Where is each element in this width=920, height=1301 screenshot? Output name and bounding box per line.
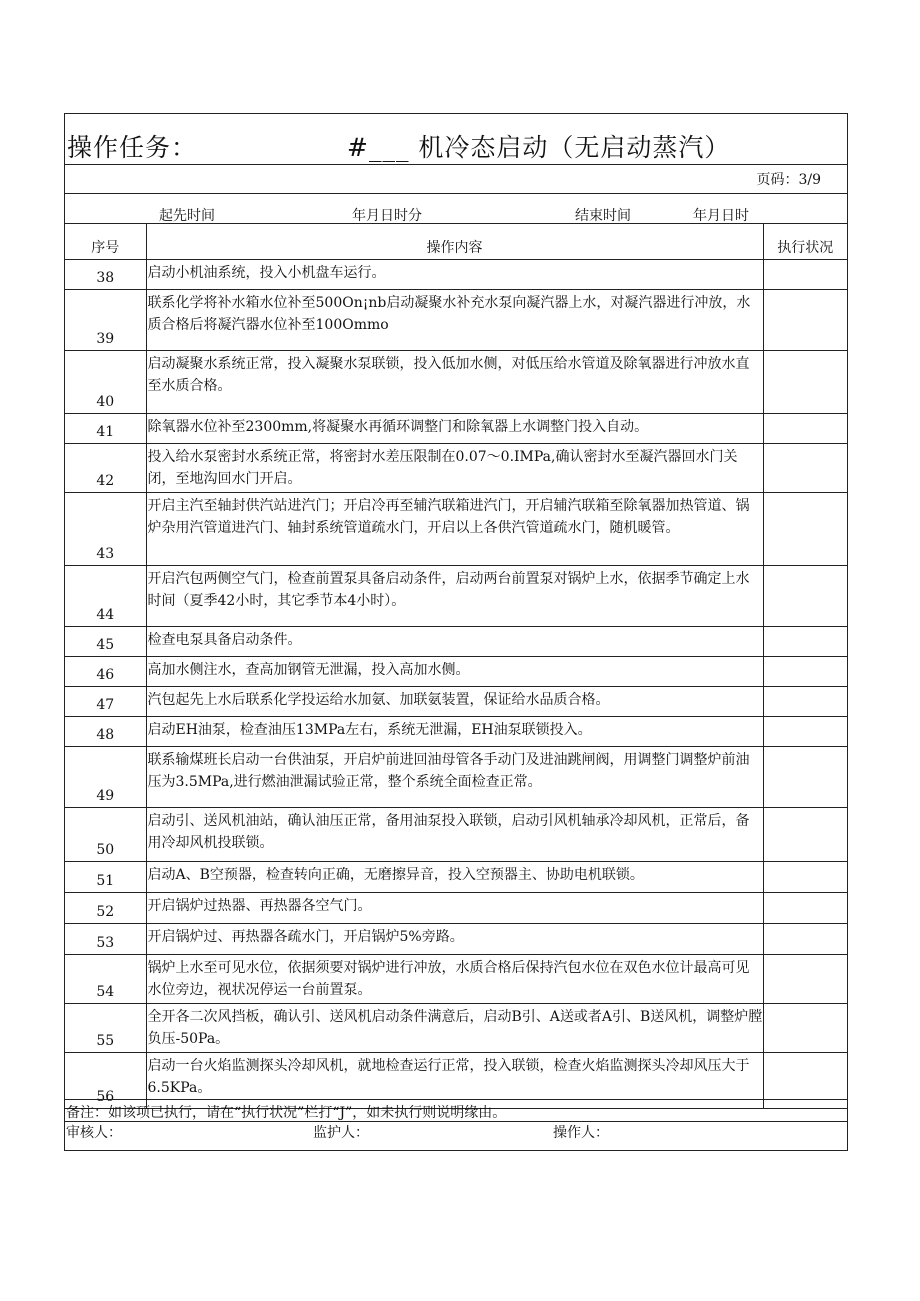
row-content: 除氧器水位补至2300mm,将凝聚水再循环调整门和除氧器上水调整门投入自动。 xyxy=(146,414,763,444)
row-content: 联系化学将补水箱水位补至500On¡nb启动凝聚水补充水泵向凝汽器上水，对凝汽器进行冲放，水质合格后将凝汽器水位补至100Ommo xyxy=(146,290,763,351)
row-number: 40 xyxy=(65,351,146,414)
row-status-cell[interactable] xyxy=(763,260,847,290)
row-content: 开启锅炉过、再热器各疏水门，开启锅炉5%旁路。 xyxy=(146,924,763,955)
row-status-cell[interactable] xyxy=(763,414,847,444)
row-number: 46 xyxy=(65,657,146,687)
row-number: 39 xyxy=(65,290,146,351)
row-content: 开启主汽至轴封供汽站进汽门；开启冷再至辅汽联箱进汽门，开启辅汽联箱至除氧器加热管道、锅炉杂用汽管道进汽门、轴封系统管道疏水门，开启以上各供汽管道疏水门，随机暖管。 xyxy=(146,493,763,566)
row-status-cell[interactable] xyxy=(763,566,847,627)
table-row xyxy=(65,955,847,1004)
end-time-value: 年月日时 xyxy=(693,208,749,224)
title-row xyxy=(65,114,847,165)
row-status-cell[interactable] xyxy=(763,290,847,351)
row-content: 汽包起先上水后联系化学投运给水加氨、加联氨装置，保证给水品质合格。 xyxy=(146,687,763,717)
reviewer-label: 审核人： xyxy=(66,1125,122,1141)
row-number: 42 xyxy=(65,444,146,493)
row-number: 44 xyxy=(65,566,146,627)
page-number-row xyxy=(65,164,847,194)
table-row xyxy=(65,351,847,414)
row-number: 55 xyxy=(65,1004,146,1053)
row-number: 54 xyxy=(65,955,146,1004)
column-header-content: 操作内容 xyxy=(146,224,763,260)
row-content: 开启锅炉过热器、再热器各空气门。 xyxy=(146,893,763,924)
time-row xyxy=(65,193,847,223)
row-number: 41 xyxy=(65,414,146,444)
task-label: 操作任务： xyxy=(67,133,198,162)
row-number: 56 xyxy=(65,1053,146,1109)
row-number: 48 xyxy=(65,717,146,747)
row-status-cell[interactable] xyxy=(763,924,847,955)
column-header-status: 执行状况 xyxy=(763,224,847,260)
table-row xyxy=(65,566,847,627)
row-number: 43 xyxy=(65,493,146,566)
table-row xyxy=(65,627,847,657)
row-content: 锅炉上水至可见水位，依据须要对锅炉进行冲放，水质合格后保持汽包水位在双色水位计最高可见水位旁边，视状况停运一台前置泵。 xyxy=(146,955,763,1004)
signature-row xyxy=(65,1121,847,1150)
row-status-cell[interactable] xyxy=(763,493,847,566)
supervisor-label: 监护人： xyxy=(313,1125,369,1141)
table-row xyxy=(65,260,847,290)
row-number: 50 xyxy=(65,808,146,862)
row-status-cell[interactable] xyxy=(763,351,847,414)
start-time-value: 年月日时分 xyxy=(352,208,422,224)
table-row xyxy=(65,893,847,924)
row-number: 38 xyxy=(65,260,146,290)
table-row xyxy=(65,808,847,862)
row-status-cell[interactable] xyxy=(763,747,847,808)
row-status-cell[interactable] xyxy=(763,893,847,924)
row-content: 联系输煤班长启动一台供油泵，开启炉前进回油母管各手动门及进油跳闸阀，用调整门调整炉前油压为3.5MPa,进行燃油泄漏试验正常，整个系统全面检查正常。 xyxy=(146,747,763,808)
row-status-cell[interactable] xyxy=(763,444,847,493)
table-row xyxy=(65,657,847,687)
table-row xyxy=(65,717,847,747)
table-row xyxy=(65,1004,847,1053)
end-time-label: 结束时间 xyxy=(575,208,631,224)
row-content: 全开各二次风挡板，确认引、送风机启动条件满意后，启动B引、A送或者A引、B送风机，调整炉膛负压-50Pa。 xyxy=(146,1004,763,1053)
row-content: 启动A、B空预器，检查转向正确，无磨擦异音，投入空预器主、协助电机联锁。 xyxy=(146,862,763,893)
row-content: 检查电泵具备启动条件。 xyxy=(146,627,763,657)
row-content: 启动小机油系统，投入小机盘车运行。 xyxy=(146,260,763,290)
operation-ticket-sheet xyxy=(64,113,848,1151)
row-number: 47 xyxy=(65,687,146,717)
page-title: #___ 机冷态启动（无启动蒸汽） xyxy=(347,133,731,162)
table-row xyxy=(65,444,847,493)
row-status-cell[interactable] xyxy=(763,717,847,747)
row-number: 51 xyxy=(65,862,146,893)
page-number: 页码：3/9 xyxy=(756,172,821,188)
row-content: 投入给水泵密封水系统正常，将密封水差压限制在0.07～0.IMPa,确认密封水至凝汽器回水门关闭，至地沟回水门开启。 xyxy=(146,444,763,493)
operator-label: 操作人： xyxy=(553,1125,609,1141)
row-status-cell[interactable] xyxy=(763,808,847,862)
column-header-no: 序号 xyxy=(65,224,146,260)
table-row xyxy=(65,747,847,808)
row-content: 启动凝聚水系统正常，投入凝聚水泵联锁，投入低加水侧，对低压给水管道及除氧器进行冲放水直至水质合格。 xyxy=(146,351,763,414)
row-content: 启动一台火焰监测探头冷却风机，就地检查运行正常，投入联锁，检查火焰监测探头冷却风压大于6.5KPa。 xyxy=(146,1053,763,1109)
row-status-cell[interactable] xyxy=(763,627,847,657)
table-header-row xyxy=(65,224,847,260)
table-row xyxy=(65,924,847,955)
row-status-cell[interactable] xyxy=(763,955,847,1004)
table-row xyxy=(65,687,847,717)
row-content: 高加水侧注水，查高加钢管无泄漏，投入高加水侧。 xyxy=(146,657,763,687)
operation-table xyxy=(65,223,847,1109)
row-content: 开启汽包两侧空气门，检查前置泵具备启动条件，启动两台前置泵对锅炉上水，依据季节确定上水时间（夏季42小时，其它季节本4小时）。 xyxy=(146,566,763,627)
table-row xyxy=(65,493,847,566)
table-row xyxy=(65,414,847,444)
table-row xyxy=(65,290,847,351)
row-status-cell[interactable] xyxy=(763,657,847,687)
row-content: 启动EH油泵，检查油压13MPa左右，系统无泄漏，EH油泵联锁投入。 xyxy=(146,717,763,747)
row-number: 49 xyxy=(65,747,146,808)
row-content: 启动引、送风机油站，确认油压正常，备用油泵投入联锁，启动引风机轴承冷却风机，正常后，备用冷却风机投联锁。 xyxy=(146,808,763,862)
row-number: 53 xyxy=(65,924,146,955)
row-status-cell[interactable] xyxy=(763,1004,847,1053)
start-time-label: 起先时间 xyxy=(159,208,215,224)
row-number: 45 xyxy=(65,627,146,657)
table-row xyxy=(65,862,847,893)
row-number: 52 xyxy=(65,893,146,924)
remark-row xyxy=(65,1099,847,1122)
remark-text: 备注：如该项已执行，请在“执行状况”栏打“J”，如未执行则说明缘由。 xyxy=(66,1105,507,1121)
row-status-cell[interactable] xyxy=(763,862,847,893)
row-status-cell[interactable] xyxy=(763,687,847,717)
